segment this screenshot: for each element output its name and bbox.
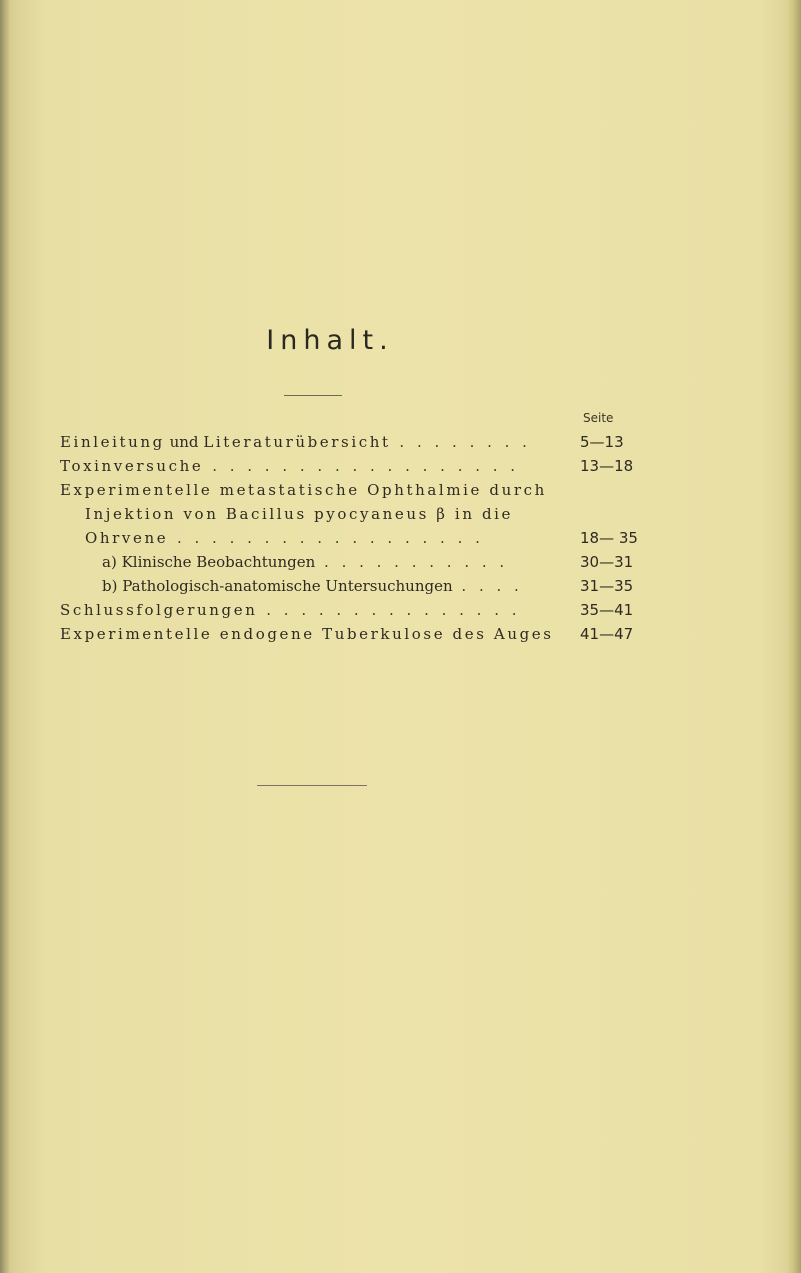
toc-entry-text: a) Klinische Beobachtungen xyxy=(102,553,316,571)
toc-entry-ophthalmie-line2 xyxy=(0,502,801,526)
toc-leader-dots: . . . . . . . . . . . xyxy=(315,553,509,571)
toc-entry-text: Toxinversuche xyxy=(60,457,204,475)
toc-entry-text: Injektion von Bacillus pyocyaneus β in die xyxy=(85,505,514,523)
closing-divider xyxy=(257,785,367,786)
toc-entry-text: Ohrvene xyxy=(85,529,169,547)
toc-entry-text: und xyxy=(164,433,204,451)
toc-entry-text: Schlussfolgerungen xyxy=(60,601,258,619)
toc-leader-dots: . . . . . . . . . . . . . . . . . . xyxy=(168,529,484,547)
title-divider xyxy=(284,395,342,396)
toc-entry-text: b) Pathologisch-anatomische Untersuchungen xyxy=(102,577,453,595)
toc-entry-einleitung xyxy=(0,430,801,454)
toc-page-range: 5—13 xyxy=(580,433,624,451)
page-title: Inhalt. xyxy=(266,325,394,356)
toc-entry-ophthalmie-line1 xyxy=(0,478,801,502)
toc-leader-dots: . . . . xyxy=(452,577,523,595)
toc-entry-text: Experimentelle metastatische Ophthalmie durch xyxy=(60,481,547,499)
toc-entry-schlussfolgerungen xyxy=(0,598,801,622)
toc-page-range: 31—35 xyxy=(580,577,634,595)
page-column-label: Seite xyxy=(583,411,614,425)
toc-page-range: 30—31 xyxy=(580,553,634,571)
toc-page-range: 13—18 xyxy=(580,457,634,475)
toc-page-range: 18— 35 xyxy=(580,529,638,547)
toc-entry-tuberkulose xyxy=(0,622,801,646)
toc-page-range: 35—41 xyxy=(580,601,634,619)
toc-entry-ohrvene xyxy=(0,526,801,550)
toc-entry-toxinversuche xyxy=(0,454,801,478)
toc-leader-dots: . . . . . . . . . . . . . . . . . . xyxy=(203,457,520,475)
toc-entry-text: Experimentelle endogene Tuberkulose des Auges xyxy=(60,625,554,643)
toc-leader-dots: . . . . . . . . xyxy=(390,433,531,451)
toc-entry-klinische-beobachtungen xyxy=(0,550,801,574)
toc-entry-text: Literaturübersicht xyxy=(203,433,391,451)
toc-page-range: 41—47 xyxy=(580,625,634,643)
toc-leader-dots: . . . . . . . . . . . . . . . xyxy=(257,601,521,619)
toc-entry-text: Einleitung xyxy=(60,433,165,451)
toc-entry-pathologisch-anatomische xyxy=(0,574,801,598)
